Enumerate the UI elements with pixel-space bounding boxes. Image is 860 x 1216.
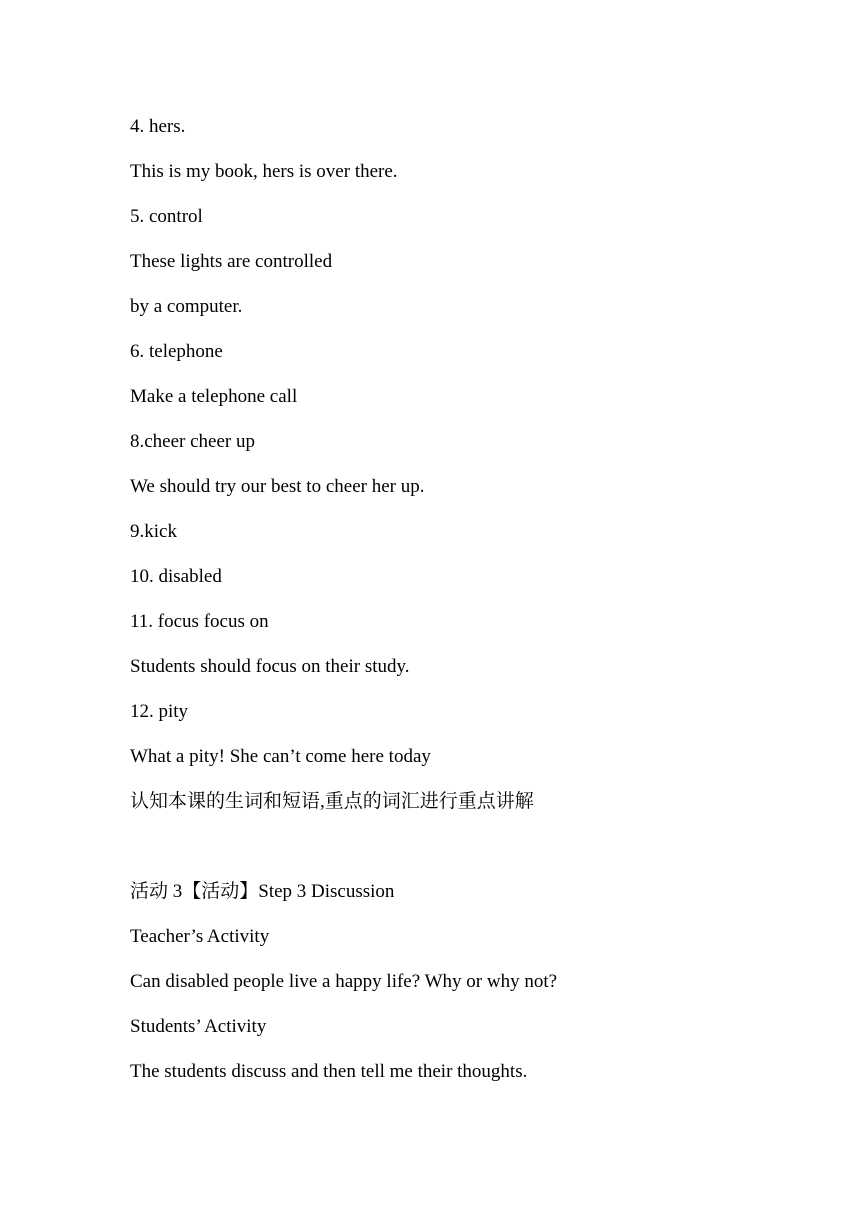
vocab-item-focus: 11. focus focus on (130, 611, 269, 632)
activity-heading: 活动 3【活动】Step 3 Discussion (130, 881, 395, 902)
vocab-item-disabled: 10. disabled (130, 566, 222, 587)
vocab-item-control: 5. control (130, 206, 203, 227)
discussion-question: Can disabled people live a happy life? Why or why not? (130, 971, 558, 992)
students-activity-label: Students’ Activity (130, 1016, 267, 1037)
example-sentence-hers: This is my book, hers is over there. (130, 161, 398, 182)
vocab-item-kick: 9.kick (130, 521, 177, 542)
vocab-item-pity: 12. pity (130, 701, 189, 722)
vocab-item-hers: 4. hers. (130, 116, 186, 137)
vocab-item-telephone: 6. telephone (130, 341, 223, 362)
example-sentence-control-part1: These lights are controlled (130, 251, 333, 272)
students-activity-description: The students discuss and then tell me their thoughts. (130, 1061, 528, 1082)
example-sentence-cheer: We should try our best to cheer her up. (130, 476, 425, 497)
example-sentence-pity: What a pity! She can’t come here today (130, 746, 431, 767)
vocab-item-cheer: 8.cheer cheer up (130, 431, 256, 452)
example-sentence-control-part2: by a computer. (130, 296, 243, 317)
teaching-note: 认知本课的生词和短语,重点的词汇进行重点讲解 (130, 791, 534, 812)
example-sentence-focus: Students should focus on their study. (130, 656, 410, 677)
teacher-activity-label: Teacher’s Activity (130, 926, 270, 947)
example-phrase-telephone: Make a telephone call (130, 386, 298, 407)
